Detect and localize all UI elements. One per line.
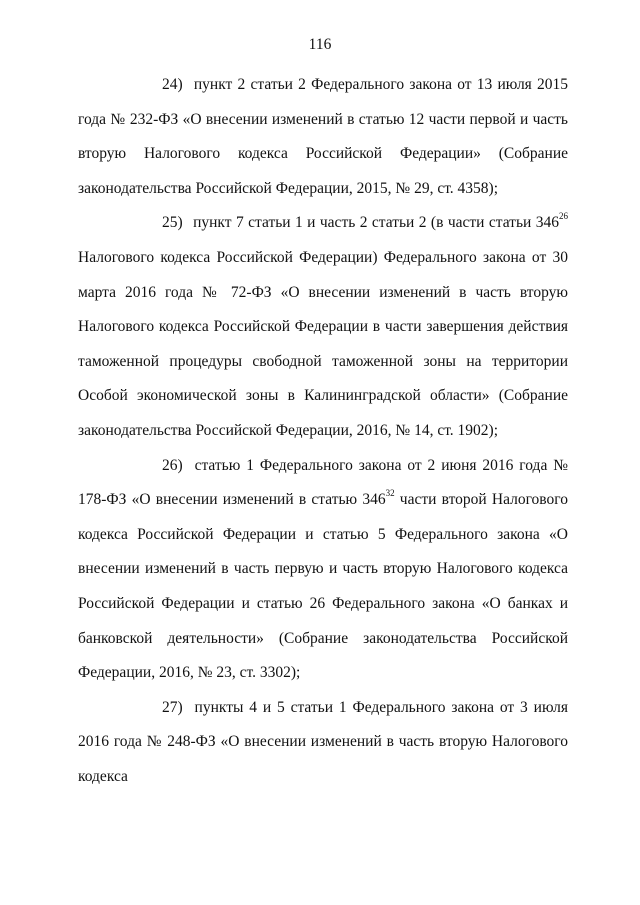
item-text: пункт 2 статьи 2 Федерального закона от 13 июля 2015 года № 232-ФЗ «О внесении изменений в статью 12 части первой и часть вторую Налогового кодекса Российской Федерации» (Собрание законодательства Российской Федерации, 2015, № 29, ст. 4358); xyxy=(78,76,569,197)
list-item-26 xyxy=(78,449,568,691)
item-number: 24) xyxy=(162,76,183,93)
item-text-after: части второй Налогового кодекса Российской Федерации и статью 5 Федерального закона «О внесении изменений в часть первую и часть вторую Налогового кодекса Российской Федерации и статью 26 Федерального закона «О банках и банковской деятельности» (Собрание законодательства Российской Федерации, 2016, № 23, ст. 3302); xyxy=(78,491,568,682)
page-number: 116 xyxy=(308,36,332,53)
superscript: 26 xyxy=(559,211,568,222)
item-text-before: статью 1 Федерального закона от 2 июня 2016 года № 178-ФЗ «О внесении изменений в статью 346 xyxy=(78,456,569,509)
item-text-before: пункт 7 статьи 1 и часть 2 статьи 2 (в части статьи 346 xyxy=(193,214,559,232)
item-text-after: Налогового кодекса Российской Федерации) Федерального закона от 30 марта 2016 года № 72-ФЗ «О внесении изменений в часть вторую Налогового кодекса Российской Федерации в части завершения действия таможенной процедуры свободной таможенной зоны на территории Особой экономической зоны в Калининградской области» (Собрание законодательства Российской Федерации, 2016, № 14, ст. 1902); xyxy=(78,248,568,439)
list-item-25 xyxy=(78,206,568,448)
item-number: 25) xyxy=(162,214,183,232)
item-number: 27) xyxy=(162,698,183,716)
item-number: 26) xyxy=(162,456,183,474)
superscript: 32 xyxy=(385,488,395,499)
list-item-27 xyxy=(78,691,568,795)
list-item-24 xyxy=(78,68,568,206)
document-body xyxy=(78,68,568,794)
item-text: пункты 4 и 5 статьи 1 Федерального закона от 3 июля 2016 года № 248-ФЗ «О внесении изменений в часть вторую Налогового кодекса xyxy=(78,698,568,785)
